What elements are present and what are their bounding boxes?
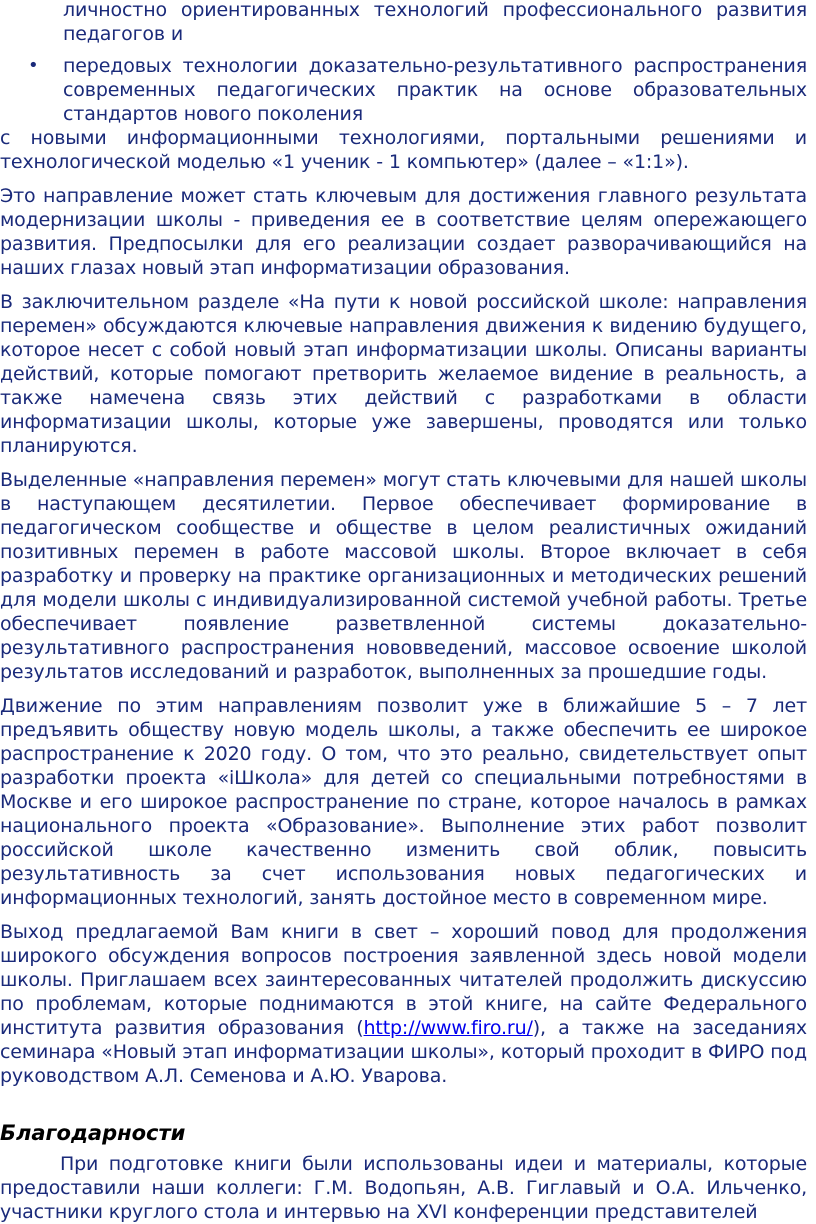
bullet-icon: • bbox=[28, 55, 39, 76]
paragraph-5-text-end: ), а также на заседаниях семинара «Новый этап информатизации школы», который проходит в ФИРО под руководством А.Л. Семенова и А.Ю. Уварова. bbox=[0, 1017, 807, 1087]
paragraph-3: Выделенные «направления перемен» могут стать ключевыми для нашей школы в наступающем десятилетии. Первое обеспечивает формирование в педагогическом сообществе и обществе в целом реалистичных ожиданий позитивных перемен в работе массовой школы. Второе включает в себя разработку и проверку на практике организационных и методических решений для модели школы с индивидуализированной системой учебной работы. Третье обеспечивает появление разветвленной системы доказательно-результативного распространения нововведений, массовое освоение школой результатов исследований и разработок, выполненных за прошедшие годы. bbox=[0, 469, 807, 683]
paragraph-6: При подготовке книги были использованы идеи и материалы, которые предоставили наши коллеги: Г.М. Водопьян, А.В. Гиглавый и О.А. Ильченко, участники круглого стола и интервью на XVI конференции представителей bbox=[0, 1153, 807, 1223]
continued-list-item: личностно ориентированных технологий профессионального развития педагогов и bbox=[63, 0, 807, 45]
paragraph-5 bbox=[0, 920, 807, 1088]
paragraph-2: В заключительном разделе «На пути к новой российской школе: направления перемен» обсуждаются ключевые направления движения к видению будущего, которое несет с собой новый этап информатизации школы. Описаны варианты действий, которые помогают претворить желаемое видение в реальность, а также намечена связь этих действий с разработками в области информатизации школы, которые уже завершены, проводятся или только планируются. bbox=[0, 291, 807, 457]
paragraph-1: Это направление может стать ключевым для достижения главного результата модернизации школы - приведения ее в соответствие целям опережающего развития. Предпосылки для его реализации создает разворачивающийся на наших глазах новый этап информатизации образования. bbox=[0, 185, 807, 279]
firo-link[interactable]: http://www.firo.ru/ bbox=[363, 1017, 533, 1039]
paragraph-4: Движение по этим направлениям позволит уже в ближайшие 5 – 7 лет предъявить обществу новую модель школы, а также обеспечить ее широкое распространение к 2020 году. О том, что это реально, свидетельствует опыт разработки проекта «iШкола» для детей со специальными потребностями в Москве и его широкое распространение по стране, которое началось в рамках национального проекта «Образование». Выполнение этих работ позволит российской школе качественно изменить свой облик, повысить результативность за счет использования новых педагогических и информационных технологий, занять достойное место в современном мире. bbox=[0, 695, 807, 909]
section-heading: Благодарности bbox=[0, 1121, 186, 1145]
list-item-text: передовых технологии доказательно-результативного распространения современных педагогических практик на основе образовательных стандартов нового поколения bbox=[63, 55, 807, 125]
paragraph-after-list: с новыми информационными технологиями, портальными решениями и технологической моделью «1 ученик - 1 компьютер» (далее – «1:1»). bbox=[0, 127, 807, 173]
list-item bbox=[0, 54, 807, 126]
paragraph-5-text-start: Выход предлагаемой Вам книги в свет – хороший повод для продолжения широкого обсуждения вопросов построения заявленной здесь новой модели школы. Приглашаем всех заинтересованных читателей продолжить дискуссию по проблемам, которые поднимаются в этой книге, на сайте Федерального института развития образования ( bbox=[0, 921, 807, 1039]
